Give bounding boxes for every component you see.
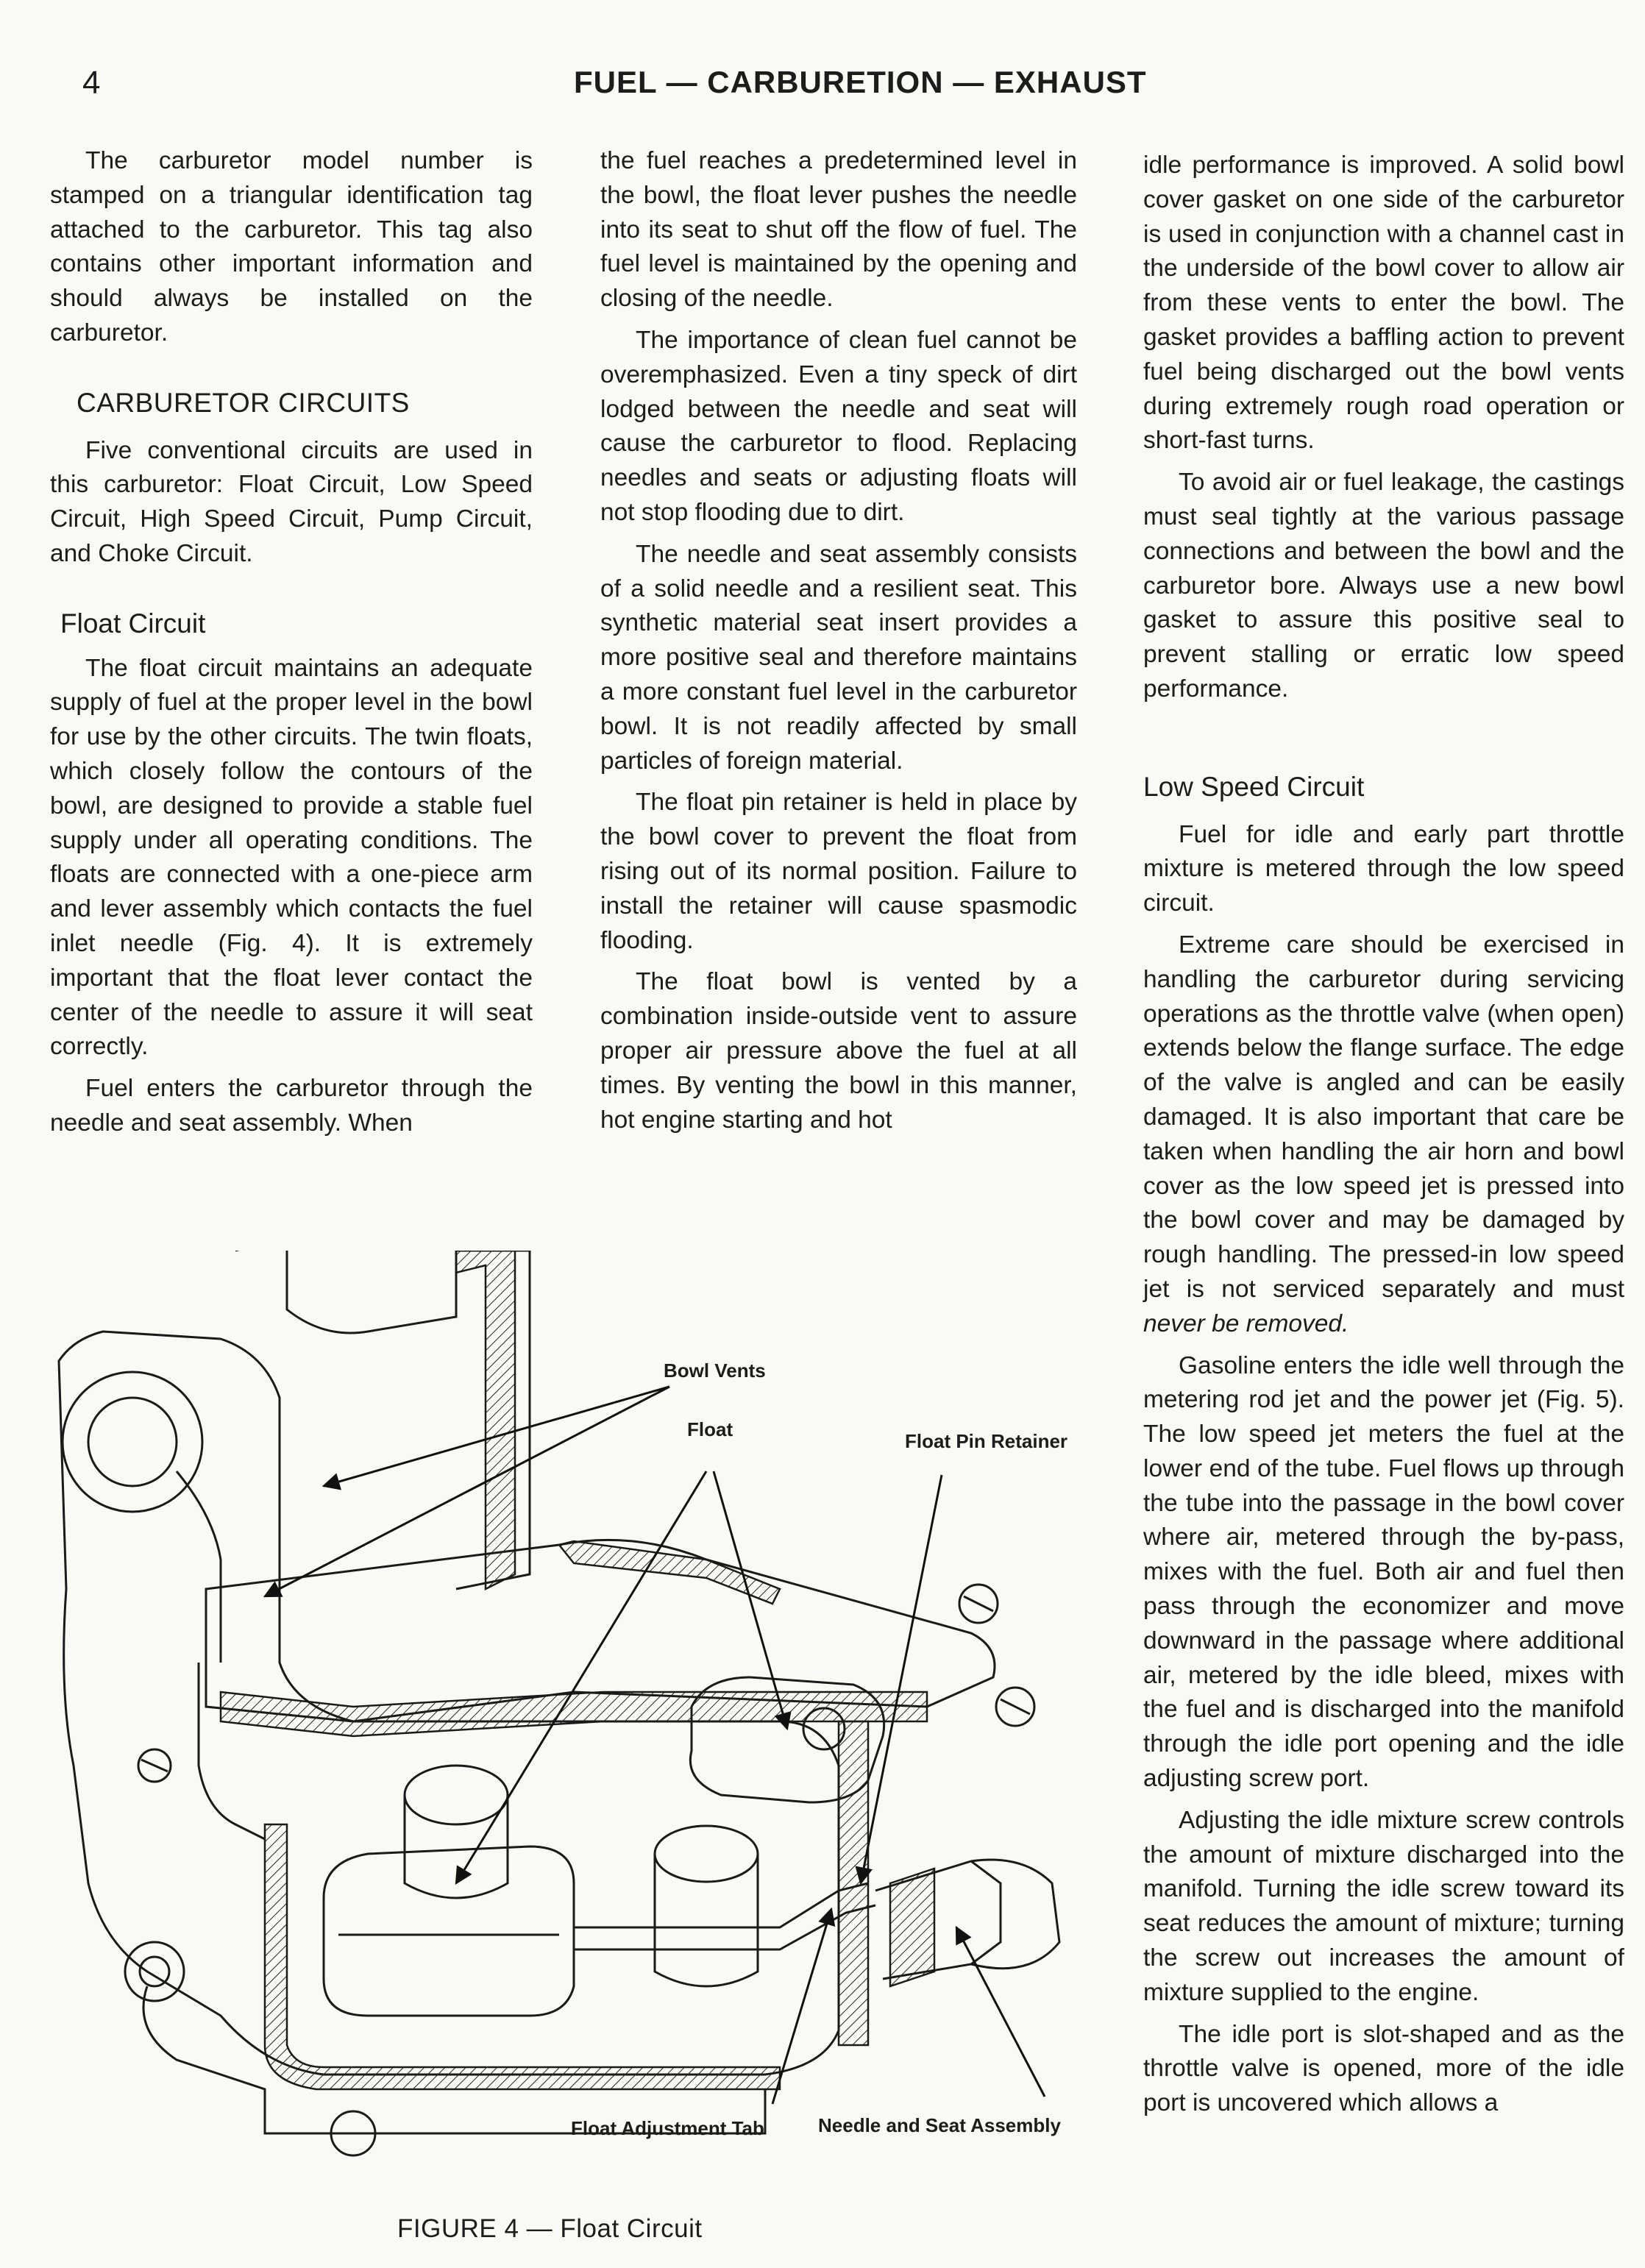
figure-caption: FIGURE 4 — Float Circuit [397, 2214, 703, 2243]
label-float-adjustment-tab: Float Adjustment Tab [571, 2117, 764, 2139]
col2-paragraph-1: the fuel reaches a predetermined level in the bowl, the float lever pushes the needle into its seat to shut off the flow of fuel. The fuel level is maintained by the opening and closing of the needle. [600, 147, 1077, 313]
col3-paragraph-5: Gasoline enters the idle well through the metering rod jet and the power jet (Fig. 5). The low speed jet meters the fuel at the lower end of the tube. Fuel flows up through the tube into the passage in the bowl cover where air, metered through the by-pass, mixes with the fuel. Both air and fuel then pass through the economizer and move downward in the passage where additional air, metered by the idle bleed, mixes with the fuel and is discharged into the manifold through the idle port opening and the idle adjusting screw port. [1143, 1351, 1624, 1793]
float-paragraph-1: The float circuit maintains an adequate supply of fuel at the proper level in the bowl for use by the other circuits. The twin floats, which closely follow the contours of the bowl, are designed to provide a stable fuel supply under all operating conditions. The floats are connected with a one-piece arm and lever assembly which contacts the fuel inlet needle (Fig. 4). It is extremely important that the float lever contact the center of the needle to assure it will seat correctly. [50, 654, 533, 1061]
float-circuit-heading: Float Circuit [60, 608, 206, 639]
col3-paragraph-4-text: Extreme care should be exercised in handling the carburetor during servicing operations as the throttle valve (when open) extends below the flange surface. The edge of the valve is angled and can be easily damaged. It is also important that care be taken when handling the air horn and bowl cover as the low speed jet is pressed into the bowl cover and may be damaged by rough handling. The pressed-in low speed jet is not serviced separately and must [1143, 931, 1624, 1303]
page-number: 4 [82, 65, 101, 101]
col3-paragraph-1: idle performance is improved. A solid bowl cover gasket on one side of the carburetor is used in conjunction with a channel cast in the underside of the bowl cover to allow air from these vents to enter the bowl. The gasket provides a baffling action to prevent fuel being discharged out the bowl vents during extremely rough road operation or short-fast turns. [1143, 152, 1624, 455]
float-circuit-figure [44, 1251, 1089, 2163]
col3-paragraph-7: The idle port is slot-shaped and as the throttle valve is opened, more of the idle port is uncovered which allows a [1143, 2020, 1624, 2117]
running-head: FUEL — CARBURETION — EXHAUST [574, 65, 1147, 99]
intro-paragraph: The carburetor model number is stamped on a triangular identification tag attached to the carburetor. This tag also contains other important information and should always be installed on the carburetor. [50, 147, 533, 346]
label-float: Float [687, 1418, 733, 1440]
col3-paragraph-2: To avoid air or fuel leakage, the castings must seal tightly at the various passage connections and between the bowl and the carburetor bore. Always use a new bowl gasket to assure this positive seal to prevent stalling or erratic low speed performance. [1143, 469, 1624, 703]
column-3 [1143, 149, 1624, 2128]
carburetor-illustration [44, 1251, 1089, 2163]
label-needle-seat-assembly: Needle and Seat Assembly [818, 2114, 1061, 2136]
float-paragraph-2: Fuel enters the carburetor through the needle and seat assembly. When [50, 1075, 533, 1137]
col2-paragraph-3: The needle and seat assembly consists of a solid needle and a resilient seat. This synthetic material seat insert provides a more positive seal and therefore maintains a more constant fuel level in the carburetor bowl. It is not readily affected by small particles of foreign material. [600, 540, 1077, 775]
col2-paragraph-4: The float pin retainer is held in place by the bowl cover to prevent the float from rising out of its normal position. Failure to install the retainer will cause spasmodic flooding. [600, 789, 1077, 954]
col3-paragraph-3: Fuel for idle and early part throttle mixture is metered through the low speed circuit. [1143, 820, 1624, 917]
section-paragraph: Five conventional circuits are used in this carburetor: Float Circuit, Low Speed Circuit, High Speed Circuit, Pump Circuit, and Choke Circuit. [50, 436, 533, 567]
col3-paragraph-6: Adjusting the idle mixture screw controls the amount of mixture discharged into the manifold. Turning the idle screw toward its seat reduces the amount of mixture; turning the screw out increases the amount of mixture supplied to the engine. [1143, 1806, 1624, 2006]
label-bowl-vents: Bowl Vents [664, 1359, 766, 1382]
low-speed-heading: Low Speed Circuit [1143, 771, 1365, 802]
col2-paragraph-2: The importance of clean fuel cannot be overemphasized. Even a tiny speck of dirt lodged between the needle and seat will cause the carburetor to flood. Replacing needles and seats or adjusting floats will not stop flooding due to dirt. [600, 326, 1077, 526]
col3-paragraph-4 [1143, 928, 1624, 1342]
column-2 [600, 144, 1077, 1145]
column-1 [50, 144, 533, 1148]
section-heading: CARBURETOR CIRCUITS [77, 387, 410, 418]
col3-paragraph-4-emphasis: never be removed. [1143, 1309, 1349, 1337]
col2-paragraph-5: The float bowl is vented by a combination inside-outside vent to assure proper air pressure above the fuel at all times. By venting the bowl in this manner, hot engine starting and hot [600, 968, 1077, 1134]
label-float-pin-retainer: Float Pin Retainer [905, 1430, 1068, 1452]
